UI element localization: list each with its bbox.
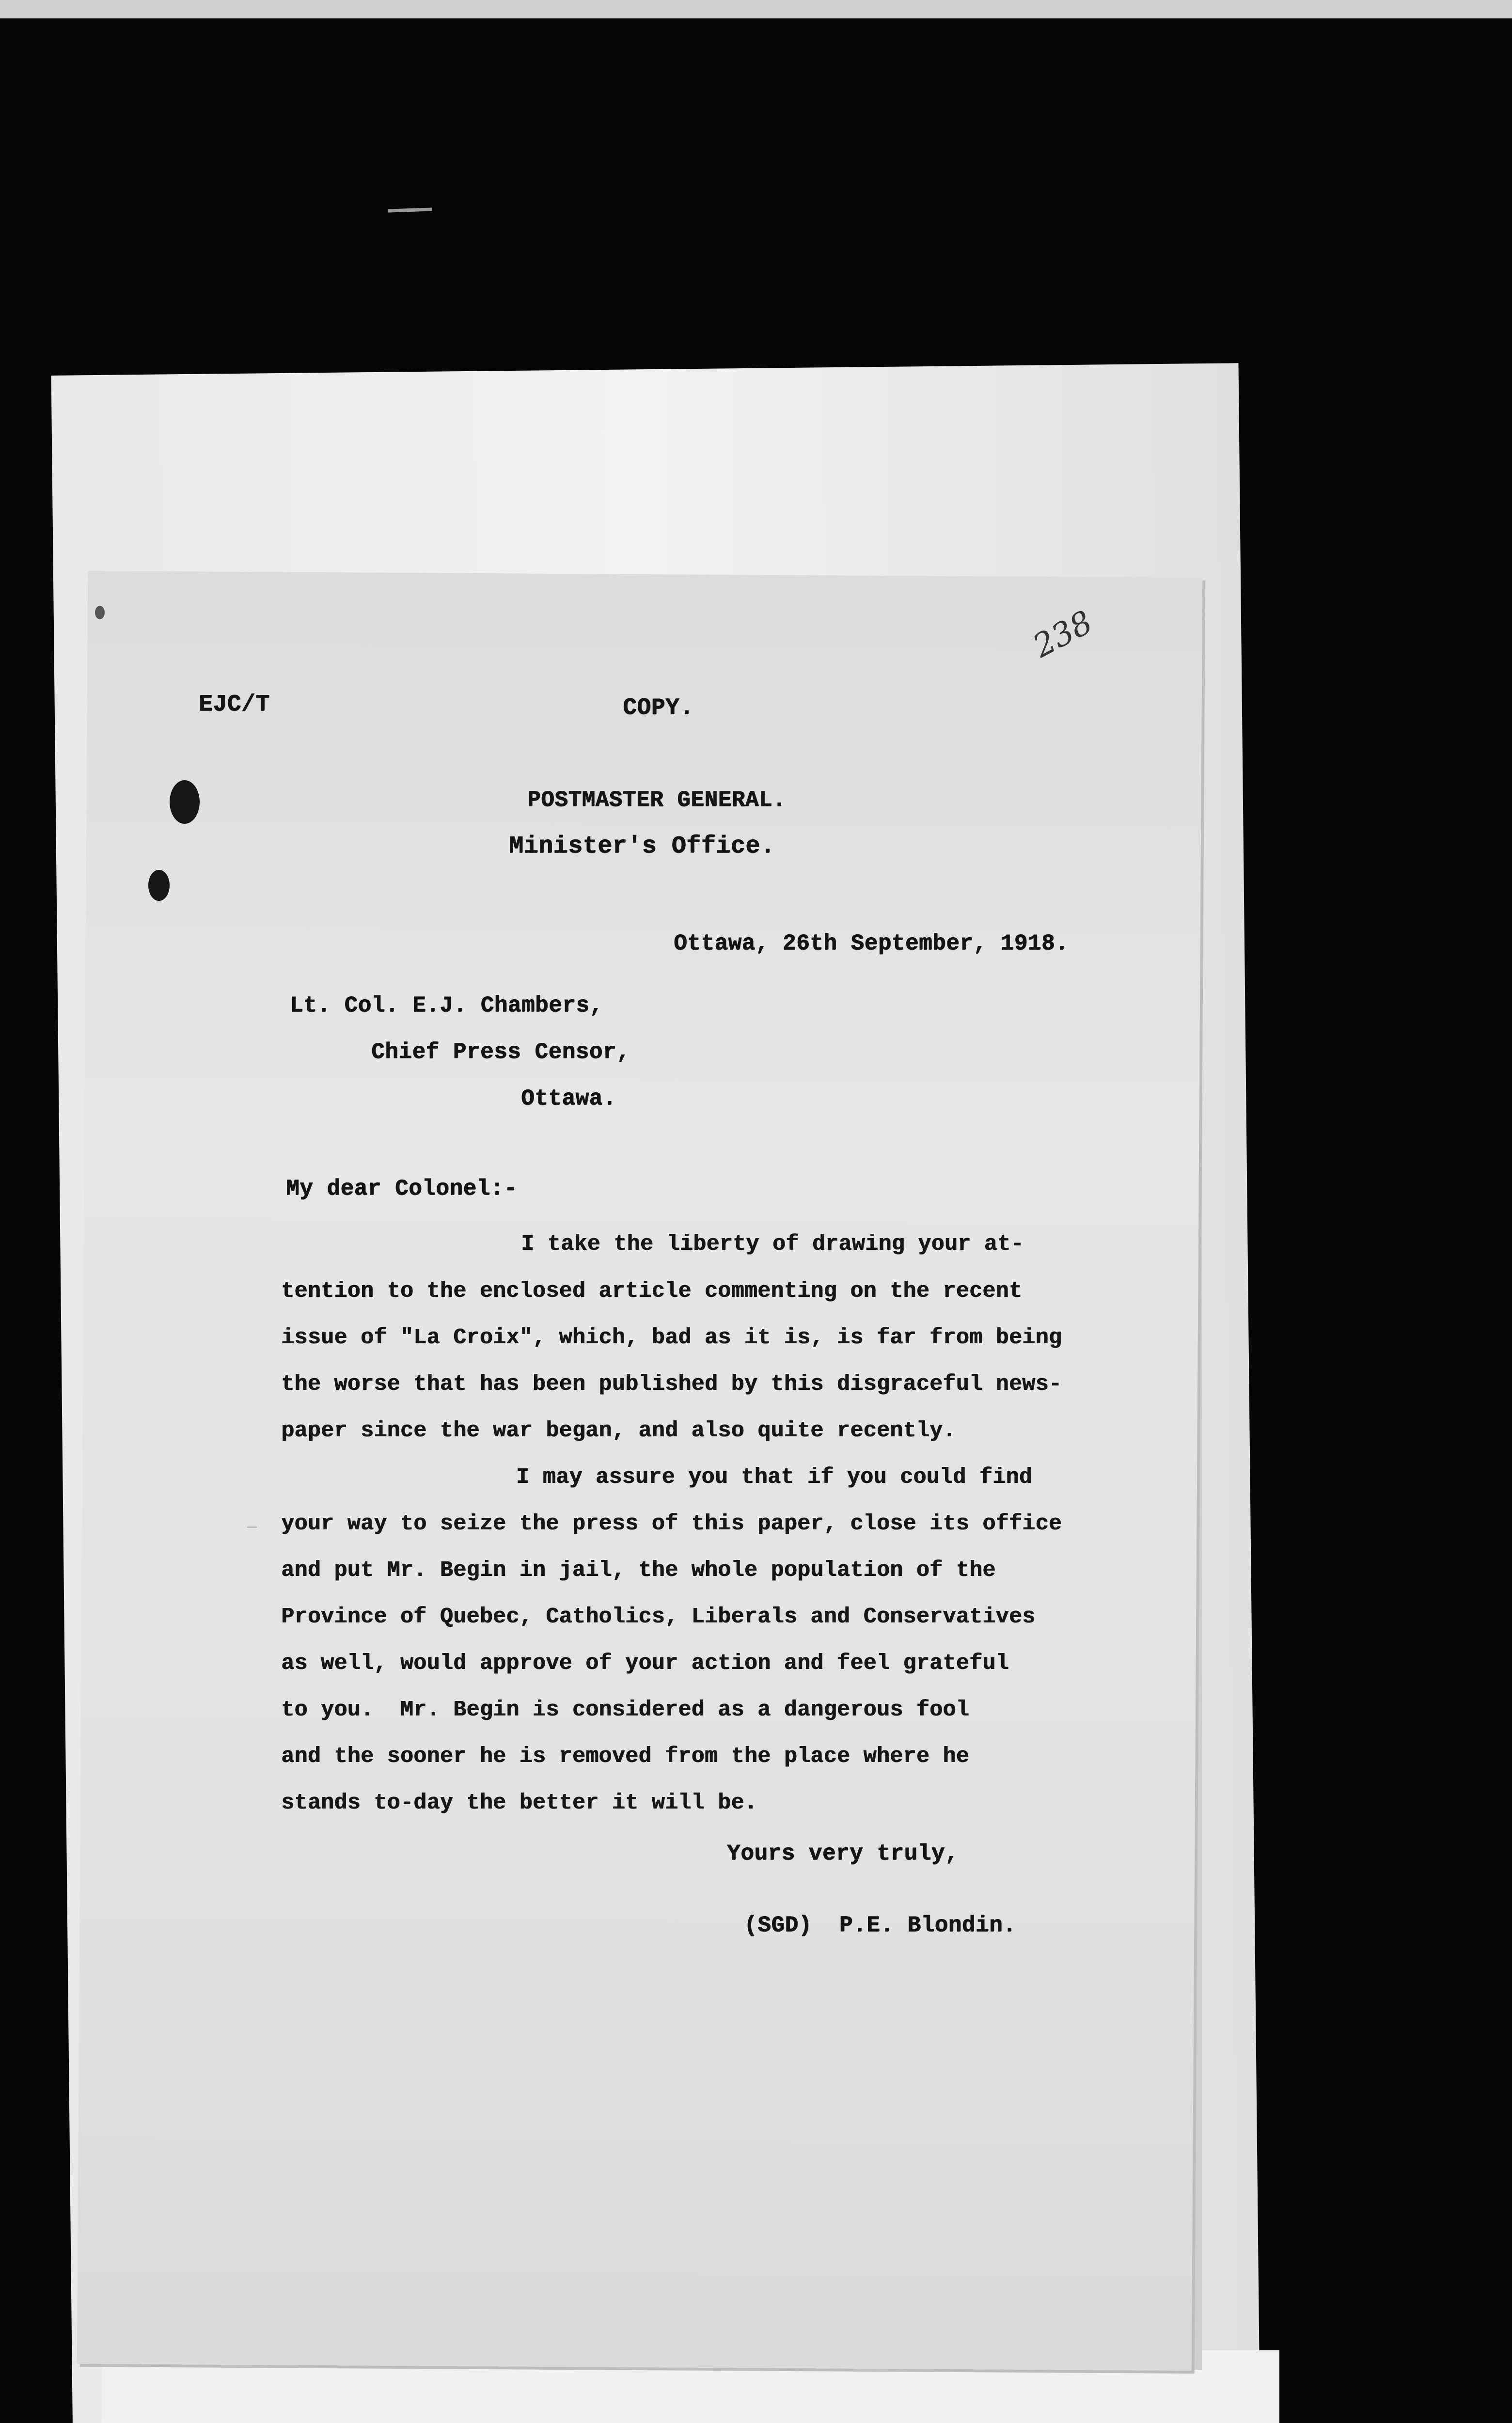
body-line: Province of Quebec, Catholics, Liberals and Conservatives — [281, 1605, 1036, 1629]
letterhead-office: Minister's Office. — [509, 833, 775, 860]
closing: Yours very truly, — [727, 1841, 959, 1866]
letter-date: Ottawa, 26th September, 1918. — [674, 931, 1069, 956]
signature: (SGD) P.E. Blondin. — [744, 1913, 1017, 1938]
body-line: stands to-day the better it will be. — [281, 1791, 757, 1815]
film-edge-strip — [0, 0, 1512, 18]
body-line: issue of "La Croix", which, bad as it is, is far from being — [281, 1325, 1062, 1350]
copy-label: COPY. — [623, 695, 694, 721]
folio-number: 238 — [1027, 603, 1099, 665]
addressee-line-1: Lt. Col. E.J. Chambers, — [290, 993, 603, 1018]
page-corner-mark — [95, 606, 105, 619]
margin-tick — [247, 1526, 257, 1528]
addressee-line-2: Chief Press Censor, — [371, 1039, 630, 1065]
body-line: and put Mr. Begin in jail, the whole population of the — [281, 1558, 996, 1583]
reference-initials: EJC/T — [199, 692, 270, 718]
body-line: your way to seize the press of this paper, close its office — [281, 1511, 1062, 1536]
body-line: paper since the war began, and also quite recently. — [281, 1418, 956, 1443]
salutation: My dear Colonel:- — [286, 1176, 518, 1201]
body-line: the worse that has been published by this disgraceful news- — [281, 1372, 1062, 1397]
body-line: and the sooner he is removed from the place where he — [281, 1744, 969, 1769]
letterhead-title: POSTMASTER GENERAL. — [527, 787, 786, 813]
body-line: I may assure you that if you could find — [516, 1465, 1032, 1490]
body-line: I take the liberty of drawing your at- — [521, 1232, 1024, 1257]
punch-hole-top — [170, 780, 200, 824]
addressee-line-3: Ottawa. — [521, 1086, 616, 1111]
punch-hole-bottom — [148, 870, 170, 901]
body-line: tention to the enclosed article commenting on the recent — [281, 1279, 1023, 1304]
film-scratch — [388, 207, 432, 212]
body-line: as well, would approve of your action and feel grateful — [281, 1651, 1009, 1676]
body-line: to you. Mr. Begin is considered as a dangerous fool — [281, 1698, 969, 1722]
